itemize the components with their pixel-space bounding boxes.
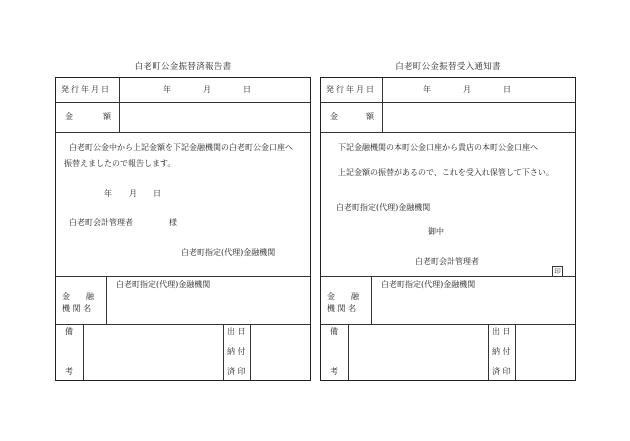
- amount-label: 額: [366, 112, 374, 121]
- date-year: 年: [423, 85, 431, 94]
- left-form-title: 白老町公金振替済報告書: [134, 62, 232, 72]
- stamp-label: 出 日: [492, 327, 511, 336]
- notice-body-line2: 上記金額の振替があるので、これを受入れ保管して下さい。: [338, 168, 554, 177]
- right-form: [320, 77, 576, 381]
- remarks-label: 備: [330, 327, 338, 336]
- amount-field[interactable]: [383, 103, 575, 132]
- onchu: 御中: [428, 227, 444, 236]
- divider: [321, 276, 575, 277]
- divider: [106, 276, 107, 324]
- date-label: 発行年月日: [61, 85, 111, 94]
- amount-label: 額: [103, 112, 111, 121]
- divider: [348, 324, 349, 380]
- report-body-line2: 振替えましたので報告します。: [64, 159, 176, 168]
- date-day: 日: [503, 85, 511, 94]
- divider: [321, 132, 575, 133]
- fin-institution-value: 白老町指定(代理)金融機関: [381, 280, 476, 289]
- divider: [223, 324, 224, 380]
- divider: [515, 324, 516, 380]
- fin-institution-label: 機 関 名: [62, 304, 92, 313]
- divider: [371, 276, 372, 324]
- stamp-label: 出 日: [227, 327, 246, 336]
- manager-name: 白老町会計管理者: [415, 257, 479, 266]
- honorific: 様: [169, 218, 177, 227]
- divider: [56, 276, 310, 277]
- stamp-label: 済 印: [492, 367, 511, 376]
- fin-institution-value: 白老町指定(代理)金融機関: [116, 280, 211, 289]
- inner-date-day: 日: [153, 189, 161, 198]
- date-month: 月: [463, 85, 471, 94]
- date-label: 発行年月日: [326, 85, 376, 94]
- stamp-label: 済 印: [227, 367, 246, 376]
- designated-bank: 白老町指定(代理)金融機関: [181, 248, 276, 257]
- divider: [250, 324, 251, 380]
- divider: [488, 324, 489, 380]
- inner-date-month: 月: [129, 189, 137, 198]
- amount-label: 金: [65, 112, 73, 121]
- report-body-line1: 白老町公金中から上記金額を下記金融機関の白老町公金口座へ: [69, 143, 293, 152]
- date-month: 月: [203, 85, 211, 94]
- amount-field[interactable]: [120, 103, 310, 132]
- remarks-label: 考: [330, 367, 338, 376]
- divider: [83, 324, 84, 380]
- remarks-label: 考: [65, 367, 73, 376]
- left-form: [55, 77, 311, 381]
- divider: [321, 324, 575, 325]
- designated-bank: 白老町指定(代理)金融機関: [336, 203, 431, 212]
- right-form-title: 白老町公金振替受入通知書: [395, 62, 501, 72]
- inner-date-year: 年: [104, 189, 112, 198]
- date-day: 日: [243, 85, 251, 94]
- fin-institution-label: 金 融: [327, 292, 359, 301]
- divider: [56, 324, 310, 325]
- seal-icon: 印: [552, 266, 563, 277]
- stamp-label: 納 付: [227, 347, 246, 356]
- fin-institution-label: 金 融: [62, 292, 94, 301]
- fin-institution-label: 機 関 名: [327, 304, 357, 313]
- remarks-label: 備: [65, 327, 73, 336]
- stamp-label: 納 付: [492, 347, 511, 356]
- date-year: 年: [163, 85, 171, 94]
- divider: [56, 132, 310, 133]
- manager-name: 白老町会計管理者: [69, 218, 133, 227]
- notice-body-line1: 下記金融機関の本町公金口座から貴店の本町公金口座へ: [338, 143, 538, 152]
- amount-label: 金: [330, 112, 338, 121]
